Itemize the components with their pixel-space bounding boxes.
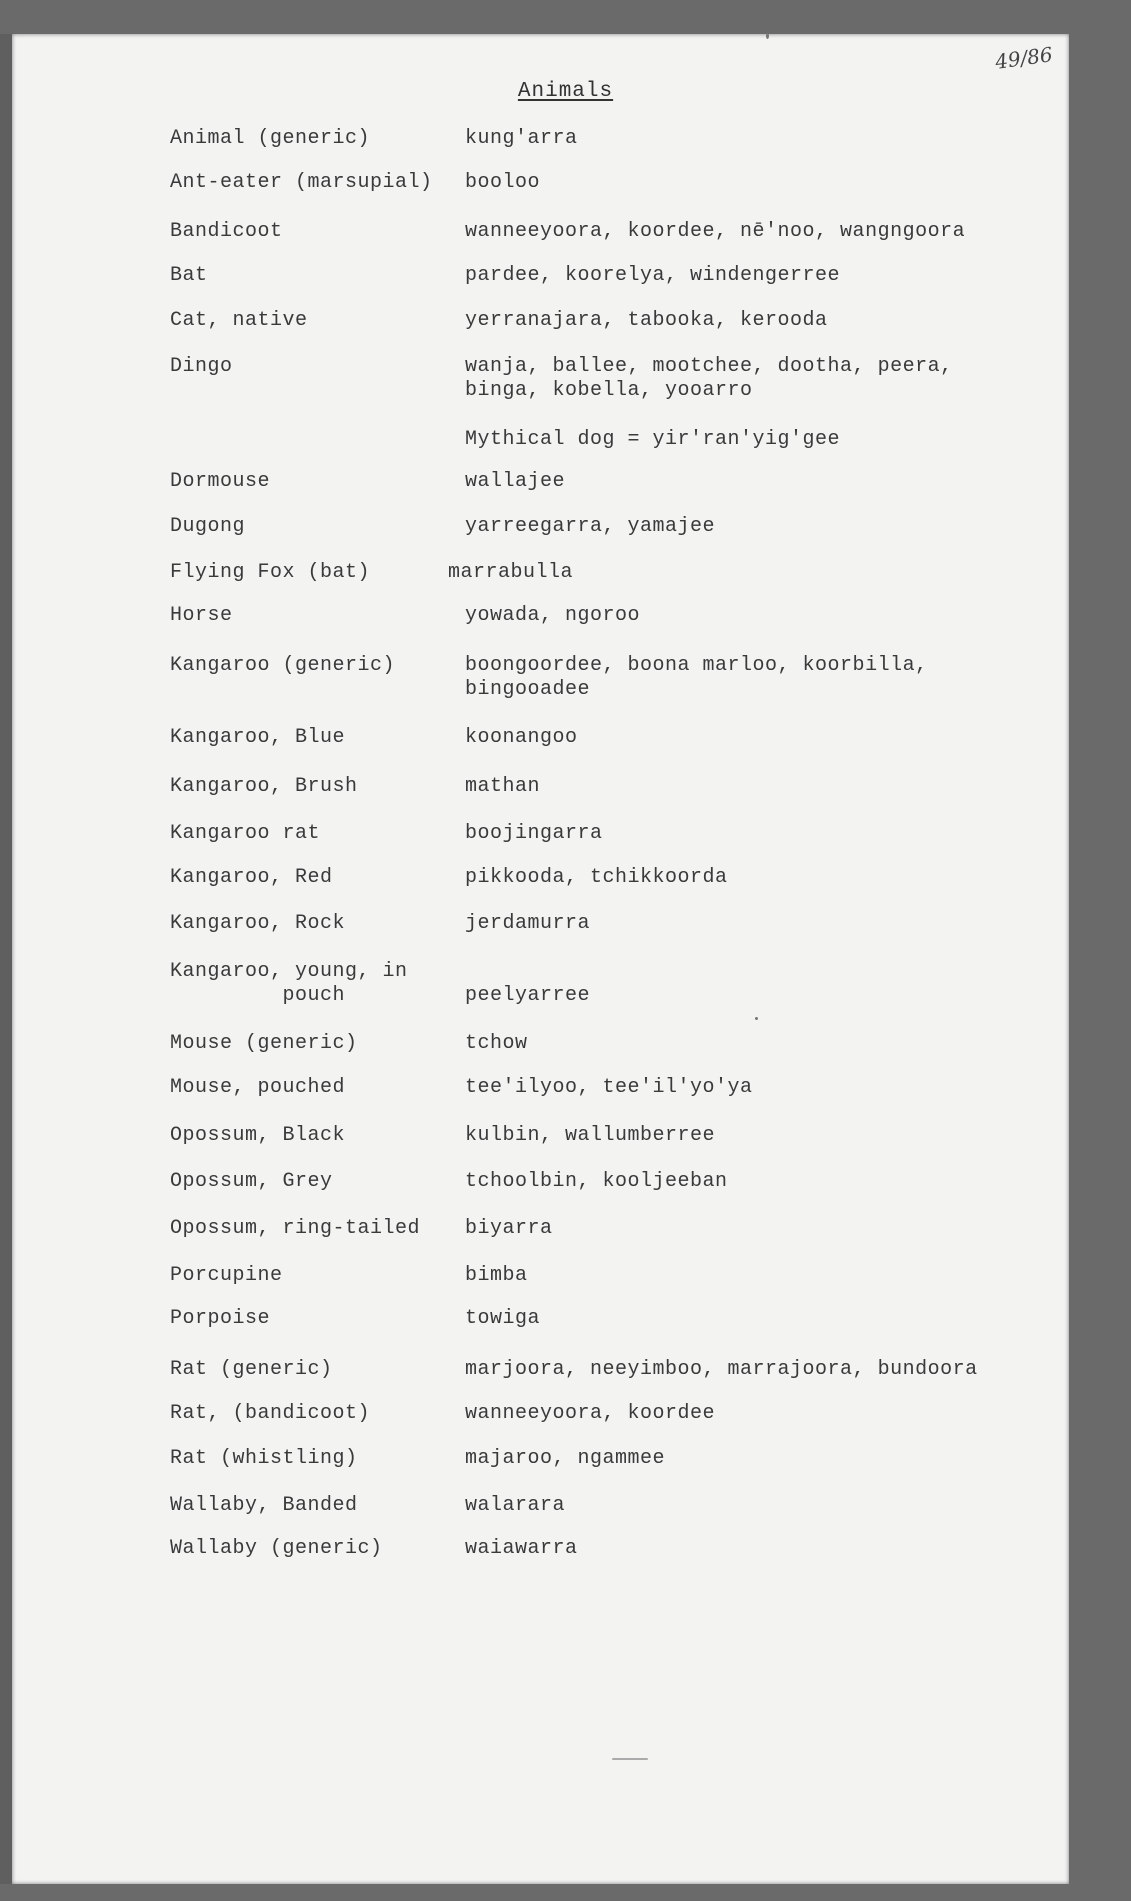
entry-term: Animal (generic) [170, 127, 371, 150]
scan-speck [612, 1758, 648, 1760]
entry-term: Kangaroo, Rock [170, 912, 346, 935]
entry-term: Porcupine [170, 1264, 283, 1287]
entry-definition: yowada, ngoroo [465, 604, 641, 627]
entry-definition: yarreegarra, yamajee [465, 515, 716, 538]
entry-definition: wanja, ballee, mootchee, dootha, peera, binga, kobella, yooarro [465, 355, 953, 402]
entry-definition: kung'arra [465, 127, 578, 150]
entry-definition: tchow [465, 1032, 528, 1055]
entry-definition: mathan [465, 775, 541, 798]
scan-border-right [1069, 0, 1131, 1901]
entry-term: Flying Fox (bat) [170, 561, 371, 584]
entry-term: Mouse, pouched [170, 1076, 346, 1099]
entry-definition: tchoolbin, kooljeeban [465, 1170, 728, 1193]
entry-definition: walarara [465, 1494, 566, 1517]
entry-term: Wallaby, Banded [170, 1494, 358, 1517]
entry-definition: pikkooda, tchikkoorda [465, 866, 728, 889]
entry-definition: wanneeyoora, koordee [465, 1402, 716, 1425]
entry-term: Bat [170, 264, 208, 287]
entry-term: Kangaroo, Red [170, 866, 333, 889]
entry-term: Kangaroo, young, in pouch [170, 960, 408, 1007]
entry-definition: peelyarree [465, 984, 591, 1007]
entry-definition: booloo [465, 171, 541, 194]
entry-term: Dingo [170, 355, 233, 378]
scan-border-top [0, 0, 1131, 34]
entry-definition: marjoora, neeyimboo, marrajoora, bundoora [465, 1358, 978, 1381]
entry-term: Ant-eater (marsupial) [170, 171, 433, 194]
entry-definition: wallajee [465, 470, 566, 493]
entry-term: Kangaroo (generic) [170, 654, 396, 677]
folio-number: 49/86 [993, 42, 1055, 74]
entry-term: Porpoise [170, 1307, 271, 1330]
entry-definition: bimba [465, 1264, 528, 1287]
entry-definition: tee'ilyoo, tee'il'yo'ya [465, 1076, 753, 1099]
entry-definition: yerranajara, tabooka, kerooda [465, 309, 828, 332]
entry-term: Rat (generic) [170, 1358, 333, 1381]
scan-speck [766, 33, 769, 39]
entry-definition: kulbin, wallumberree [465, 1124, 716, 1147]
entry-term: Cat, native [170, 309, 308, 332]
scan-border-bottom [0, 1884, 1131, 1901]
entry-term: Kangaroo, Brush [170, 775, 358, 798]
page-title [0, 80, 1131, 103]
entry-term: Opossum, Grey [170, 1170, 333, 1193]
entry-definition: pardee, koorelya, windengerree [465, 264, 841, 287]
entry-term: Dugong [170, 515, 246, 538]
entry-term: Rat (whistling) [170, 1447, 358, 1470]
entry-term: Opossum, ring-tailed [170, 1217, 421, 1240]
entry-definition: towiga [465, 1307, 541, 1330]
entry-term: Opossum, Black [170, 1124, 346, 1147]
entry-definition: wanneeyoora, koordee, nē'noo, wangngoora [465, 220, 966, 243]
entry-definition: biyarra [465, 1217, 553, 1240]
entry-definition: boongoordee, boona marloo, koorbilla, bingooadee [465, 654, 928, 701]
entry-term: Horse [170, 604, 233, 627]
entry-definition: jerdamurra [465, 912, 591, 935]
entry-definition: waiawarra [465, 1537, 578, 1560]
entry-term: Wallaby (generic) [170, 1537, 383, 1560]
entry-definition: koonangoo [465, 726, 578, 749]
entry-term: Kangaroo, Blue [170, 726, 346, 749]
entry-term: Bandicoot [170, 220, 283, 243]
entry-definition: boojingarra [465, 822, 603, 845]
entry-definition: Mythical dog = yir'ran'yig'gee [465, 428, 841, 451]
entry-term: Kangaroo rat [170, 822, 321, 845]
entry-definition: majaroo, ngammee [465, 1447, 666, 1470]
entry-definition: marrabulla [448, 561, 574, 584]
entry-term: Rat, (bandicoot) [170, 1402, 371, 1425]
entry-term: Mouse (generic) [170, 1032, 358, 1055]
page-title-text: Animals [517, 80, 614, 103]
entry-term: Dormouse [170, 470, 271, 493]
scan-speck [755, 1017, 758, 1020]
